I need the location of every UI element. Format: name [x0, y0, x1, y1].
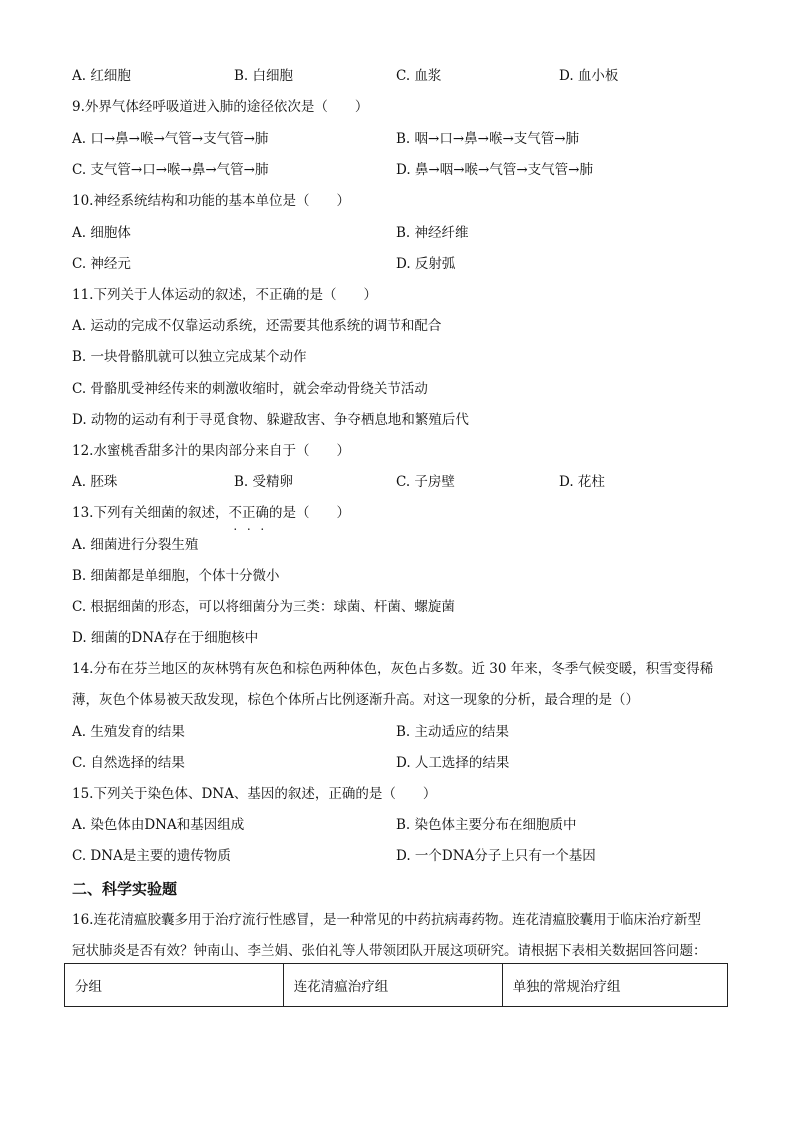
q12-option-b: B. 受精卵 [234, 474, 294, 490]
q14-stem-line1: 14.分布在芬兰地区的灰林鸮有灰色和棕色两种体色，灰色占多数。近 30 年来，冬季气候变暖，积雪变得稀 [72, 661, 714, 677]
q16-stem-line1: 16.连花清瘟胶囊多用于治疗流行性感冒，是一种常见的中药抗病毒药物。连花清瘟胶囊用于临床治疗新型 [72, 912, 701, 928]
q14-option-a: A. 生殖发育的结果 [72, 724, 185, 740]
q12-stem: 12.水蜜桃香甜多汁的果肉部分来自于（ ） [72, 443, 350, 459]
q11-option-c: C. 骨骼肌受神经传来的刺激收缩时，就会牵动骨绕关节活动 [72, 381, 428, 397]
q8-option-a: A. 红细胞 [72, 68, 131, 84]
q11-option-b: B. 一块骨骼肌就可以独立完成某个动作 [72, 349, 307, 365]
q12-option-a: A. 胚珠 [72, 474, 118, 490]
q14-option-b: B. 主动适应的结果 [396, 724, 510, 740]
q9-option-d: D. 鼻→咽→喉→气管→支气管→肺 [396, 162, 593, 178]
q8-option-b: B. 白细胞 [234, 68, 294, 84]
q9-stem: 9.外界气体经呼吸道进入肺的途径依次是（ ） [72, 99, 369, 115]
q14-stem-line2: 薄，灰色个体易被天敌发现，棕色个体所占比例逐渐升高。对这一现象的分析，最合理的是（） [72, 692, 639, 708]
table-header-cell: 连花清瘟治疗组 [283, 964, 502, 1007]
q11-option-a: A. 运动的完成不仅靠运动系统，还需要其他系统的调节和配合 [72, 318, 442, 334]
q13-emphasis-char: 确 [255, 505, 269, 521]
q13-emphasis-char: 正 [241, 505, 256, 521]
q9-option-c: C. 支气管→口→喉→鼻→气管→肺 [72, 162, 269, 178]
q13-option-c: C. 根据细菌的形态，可以将细菌分为三类：球菌、杆菌、螺旋菌 [72, 599, 455, 615]
table-header-cell: 单独的常规治疗组 [502, 964, 727, 1007]
q13-emphasis-char: 不 [228, 505, 242, 521]
q9-option-b: B. 咽→口→鼻→喉→支气管→肺 [396, 131, 580, 147]
q13-option-d: D. 细菌的DNA存在于细胞核中 [72, 630, 259, 646]
q13-option-a: A. 细菌进行分裂生殖 [72, 537, 199, 553]
q10-option-c: C. 神经元 [72, 256, 131, 272]
q13-stem-pre: 13.下列有关细菌的叙述， [72, 505, 229, 521]
q9-option-a: A. 口→鼻→喉→气管→支气管→肺 [72, 131, 269, 147]
q8-option-d: D. 血小板 [559, 68, 619, 84]
q14-option-d: D. 人工选择的结果 [396, 755, 510, 771]
q10-option-b: B. 神经纤维 [396, 225, 469, 241]
q16-data-table [64, 963, 728, 1007]
q14-option-c: C. 自然选择的结果 [72, 755, 185, 771]
q11-option-d: D. 动物的运动有利于寻觅食物、躲避敌害、争夺栖息地和繁殖后代 [72, 412, 469, 428]
q13-stem [72, 504, 350, 522]
q15-stem: 15.下列关于染色体、DNA、基因的叙述，正确的是（ ） [72, 786, 437, 802]
q12-option-c: C. 子房壁 [396, 474, 455, 490]
q15-option-b: B. 染色体主要分布在细胞质中 [396, 817, 577, 833]
q12-option-d: D. 花柱 [559, 474, 605, 490]
table-header-cell: 分组 [65, 964, 284, 1007]
q8-option-c: C. 血浆 [396, 68, 442, 84]
q13-stem-post: 的是（ ） [268, 505, 350, 521]
q15-option-c: C. DNA是主要的遗传物质 [72, 848, 231, 864]
q10-stem: 10.神经系统结构和功能的基本单位是（ ） [72, 193, 350, 209]
q15-option-d: D. 一个DNA分子上只有一个基因 [396, 848, 596, 864]
q15-option-a: A. 染色体由DNA和基因组成 [72, 817, 245, 833]
q16-stem-line2: 冠状肺炎是否有效？钟南山、李兰娟、张伯礼等人带领团队开展这项研究。请根据下表相关数据回答问题： [72, 943, 707, 959]
q10-option-a: A. 细胞体 [72, 225, 131, 241]
table-header-row [65, 964, 728, 1007]
q10-option-d: D. 反射弧 [396, 256, 456, 272]
q13-option-b: B. 细菌都是单细胞，个体十分微小 [72, 568, 280, 584]
section-heading: 二、科学实验题 [72, 880, 178, 898]
q11-stem: 11.下列关于人体运动的叙述，不正确的是（ ） [72, 287, 377, 303]
